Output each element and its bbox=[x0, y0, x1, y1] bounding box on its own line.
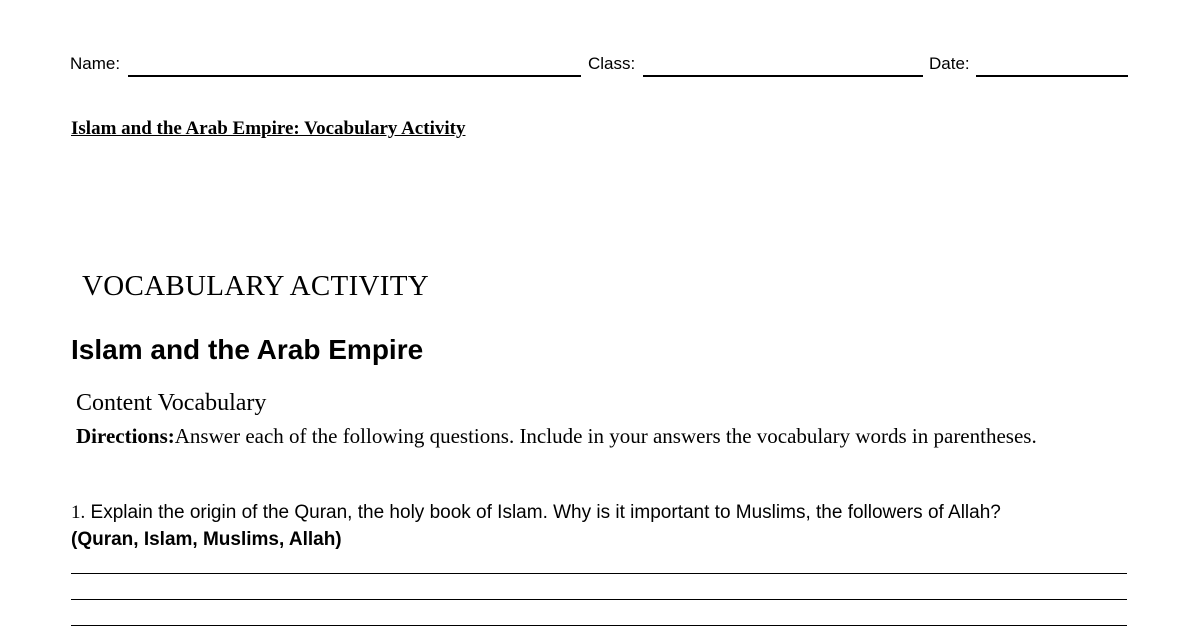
student-info-header bbox=[70, 54, 1128, 78]
directions bbox=[76, 423, 1076, 450]
activity-heading: VOCABULARY ACTIVITY bbox=[82, 270, 429, 302]
content-vocabulary-heading: Content Vocabulary bbox=[76, 390, 267, 416]
class-label: Class: bbox=[588, 54, 636, 73]
class-field[interactable] bbox=[643, 75, 923, 77]
question-prompt: Explain the origin of the Quran, the holy book of Islam. Why is it important to Muslims, the followers of Allah? bbox=[85, 502, 1001, 523]
answer-line[interactable] bbox=[71, 625, 1127, 626]
directions-label: Directions: bbox=[76, 424, 175, 448]
document-title: Islam and the Arab Empire: Vocabulary Activity bbox=[71, 118, 466, 139]
question-1 bbox=[71, 499, 1141, 553]
name-label: Name: bbox=[70, 54, 121, 73]
answer-line[interactable] bbox=[71, 573, 1127, 574]
date-field[interactable] bbox=[976, 75, 1128, 77]
question-number: 1. bbox=[71, 502, 86, 523]
name-field[interactable] bbox=[128, 75, 581, 77]
date-label: Date: bbox=[929, 54, 970, 73]
section-heading: Islam and the Arab Empire bbox=[71, 334, 424, 365]
answer-line[interactable] bbox=[71, 599, 1127, 600]
question-terms: (Quran, Islam, Muslims, Allah) bbox=[71, 529, 342, 550]
directions-text: Answer each of the following questions. Include in your answers the vocabulary words in parentheses. bbox=[174, 424, 1037, 448]
